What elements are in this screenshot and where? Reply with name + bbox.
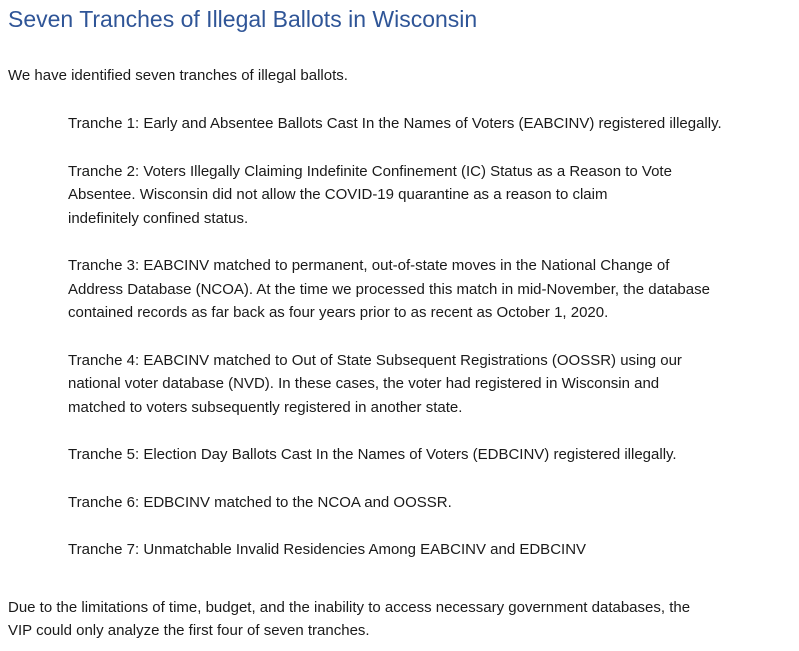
tranche-item-5: Tranche 5: Election Day Ballots Cast In the Names of Voters (EDBCINV) registered illegally. (68, 446, 677, 463)
tranche-list (68, 112, 793, 562)
closing-paragraph: Due to the limitations of time, budget, and the inability to access necessary government databases, the VIP could only analyze the first four of seven tranches. (8, 599, 691, 639)
tranche-item-7: Tranche 7: Unmatchable Invalid Residencies Among EABCINV and EDBCINV (68, 541, 587, 558)
intro-paragraph: We have identified seven tranches of illegal ballots. (8, 67, 348, 84)
tranche-item-1: Tranche 1: Early and Absentee Ballots Cast In the Names of Voters (EABCINV) registered illegally. (68, 115, 722, 132)
document-title: Seven Tranches of Illegal Ballots in Wisconsin (8, 6, 478, 32)
tranche-item-3: Tranche 3: EABCINV matched to permanent, out-of-state moves in the National Change of Address Database (NCOA). At the time we processed this match in mid-November, the database contained records as far back as four years prior to as recent as October 1, 2020. (68, 257, 710, 321)
tranche-item-4: Tranche 4: EABCINV matched to Out of State Subsequent Registrations (OOSSR) using our national voter database (NVD). In these cases, the voter had registered in Wisconsin and matched to voters subsequently registered in another state. (68, 351, 682, 416)
tranche-item-6: Tranche 6: EDBCINV matched to the NCOA and OOSSR. (68, 493, 452, 511)
tranche-item-2: Tranche 2: Voters Illegally Claiming Indefinite Confinement (IC) Status as a Reason to Vote Absentee. Wisconsin did not allow the COVID-19 quarantine as a reason to claim indefinitely confined status. (68, 162, 672, 227)
